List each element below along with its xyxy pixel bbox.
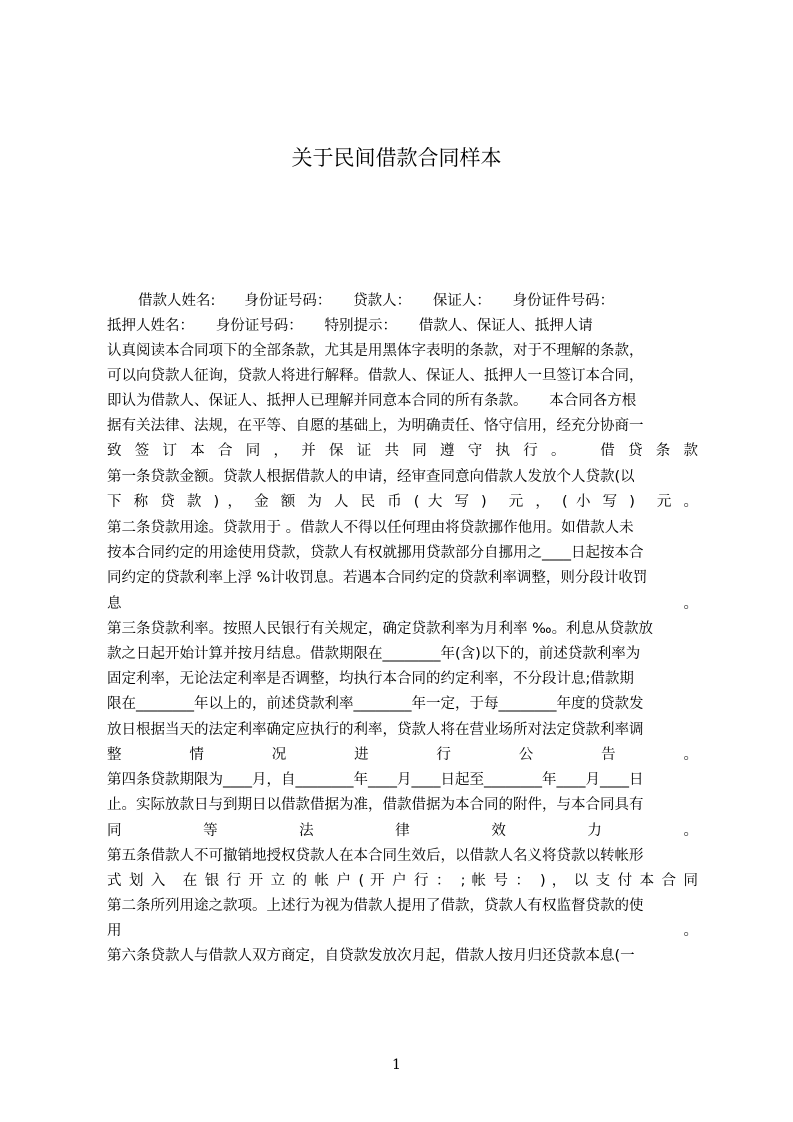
body-line: 第六条贷款人与借款人双方商定，自贷款发放次月起，借款人按月归还贷款本息(一 <box>107 948 635 964</box>
body-line: 按本合同约定的用途使用贷款，贷款人有权就挪用贷款部分自挪用之____日起按本合 <box>107 545 644 561</box>
body-line: 用 。 <box>107 923 698 939</box>
body-line: 据有关法律、法规，在平等、自愿的基础上，为明确责任、恪守信用，经充分协商一 <box>107 418 644 434</box>
body-line: 致 签 订 本 合 同 ， 并 保 证 共 同 遵 守 执 行 。 借 贷 条 款 <box>107 443 698 459</box>
body-line: 固定利率，无论法定利率是否调整，均执行本合同的约定利率，不分段计息;借款期 <box>107 671 634 687</box>
body-line: 放日根据当天的法定利率确定应执行的利率，贷款人将在营业场所对法定贷款利率调 <box>107 722 644 738</box>
document-title: 关于民间借款合同样本 <box>291 146 502 170</box>
body-line: 第四条贷款期限为____月，自________年____月____日起至________年____月____日 <box>107 772 644 788</box>
body-line: 第三条贷款利率。按照人民银行有关规定，确定贷款利率为月利率 ‰。利息从贷款放 <box>107 621 654 637</box>
body-line: 认真阅读本合同项下的全部条款，尤其是用黑体字表明的条款，对于不理解的条款， <box>107 343 644 359</box>
page-number: 1 <box>392 1057 401 1073</box>
body-line: 借款人姓名: 身份证号码： 贷款人： 保证人： 身份证件号码： <box>138 293 615 309</box>
body-line: 整 情 况 进 行 公 告 。 <box>107 747 698 763</box>
body-line: 款之日起开始计算并按月结息。借款期限在________年(含)以下的，前述贷款利率为 <box>107 646 641 662</box>
body-line: 抵押人姓名： 身份证号码： 特别提示： 借款人、保证人、抵押人请 <box>107 318 593 334</box>
body-line: 同约定的贷款利率上浮 %计收罚息。若遇本合同约定的贷款利率调整，则分段计收罚 <box>107 570 648 586</box>
body-line: 可以向贷款人征询，贷款人将进行解释。借款人、保证人、抵押人一旦签订本合同， <box>107 368 644 384</box>
body-line: 即认为借款人、保证人、抵押人已理解并同意本合同的所有条款。 本合同各方根 <box>107 393 637 409</box>
body-line: 限在________年以上的，前述贷款利率________年一定，于每________年度的贷款发 <box>107 696 644 712</box>
body-line: 下 称 贷 款 ) ， 金 额 为 人 民 币 ( 大 写 ) 元 ， ( 小 写 ) 元 。 <box>107 494 698 510</box>
body-line: 止。实际放款日与到期日以借款借据为准，借款借据为本合同的附件，与本合同具有 <box>107 797 644 813</box>
body-line: 第一条贷款金额。贷款人根据借款人的申请，经审查同意向借款人发放个人贷款(以 <box>107 469 635 485</box>
body-line: 第二条贷款用途。贷款用于 。借款人不得以任何理由将贷款挪作他用。如借款人未 <box>107 520 634 536</box>
body-line: 式 划 入 在 银 行 开 立 的 帐 户 ( 开 户 行 ： ; 帐 号 ： ) ， 以 支 付 本 合 同 <box>107 873 698 889</box>
body-line: 第五条借款人不可撤销地授权贷款人在本合同生效后，以借款人名义将贷款以转帐形 <box>107 848 644 864</box>
body-line: 第二条所列用途之款项。上述行为视为借款人提用了借款，贷款人有权监督贷款的使 <box>107 898 644 914</box>
body-line: 同 等 法 律 效 力 。 <box>107 823 698 839</box>
body-line: 息 。 <box>107 596 698 612</box>
